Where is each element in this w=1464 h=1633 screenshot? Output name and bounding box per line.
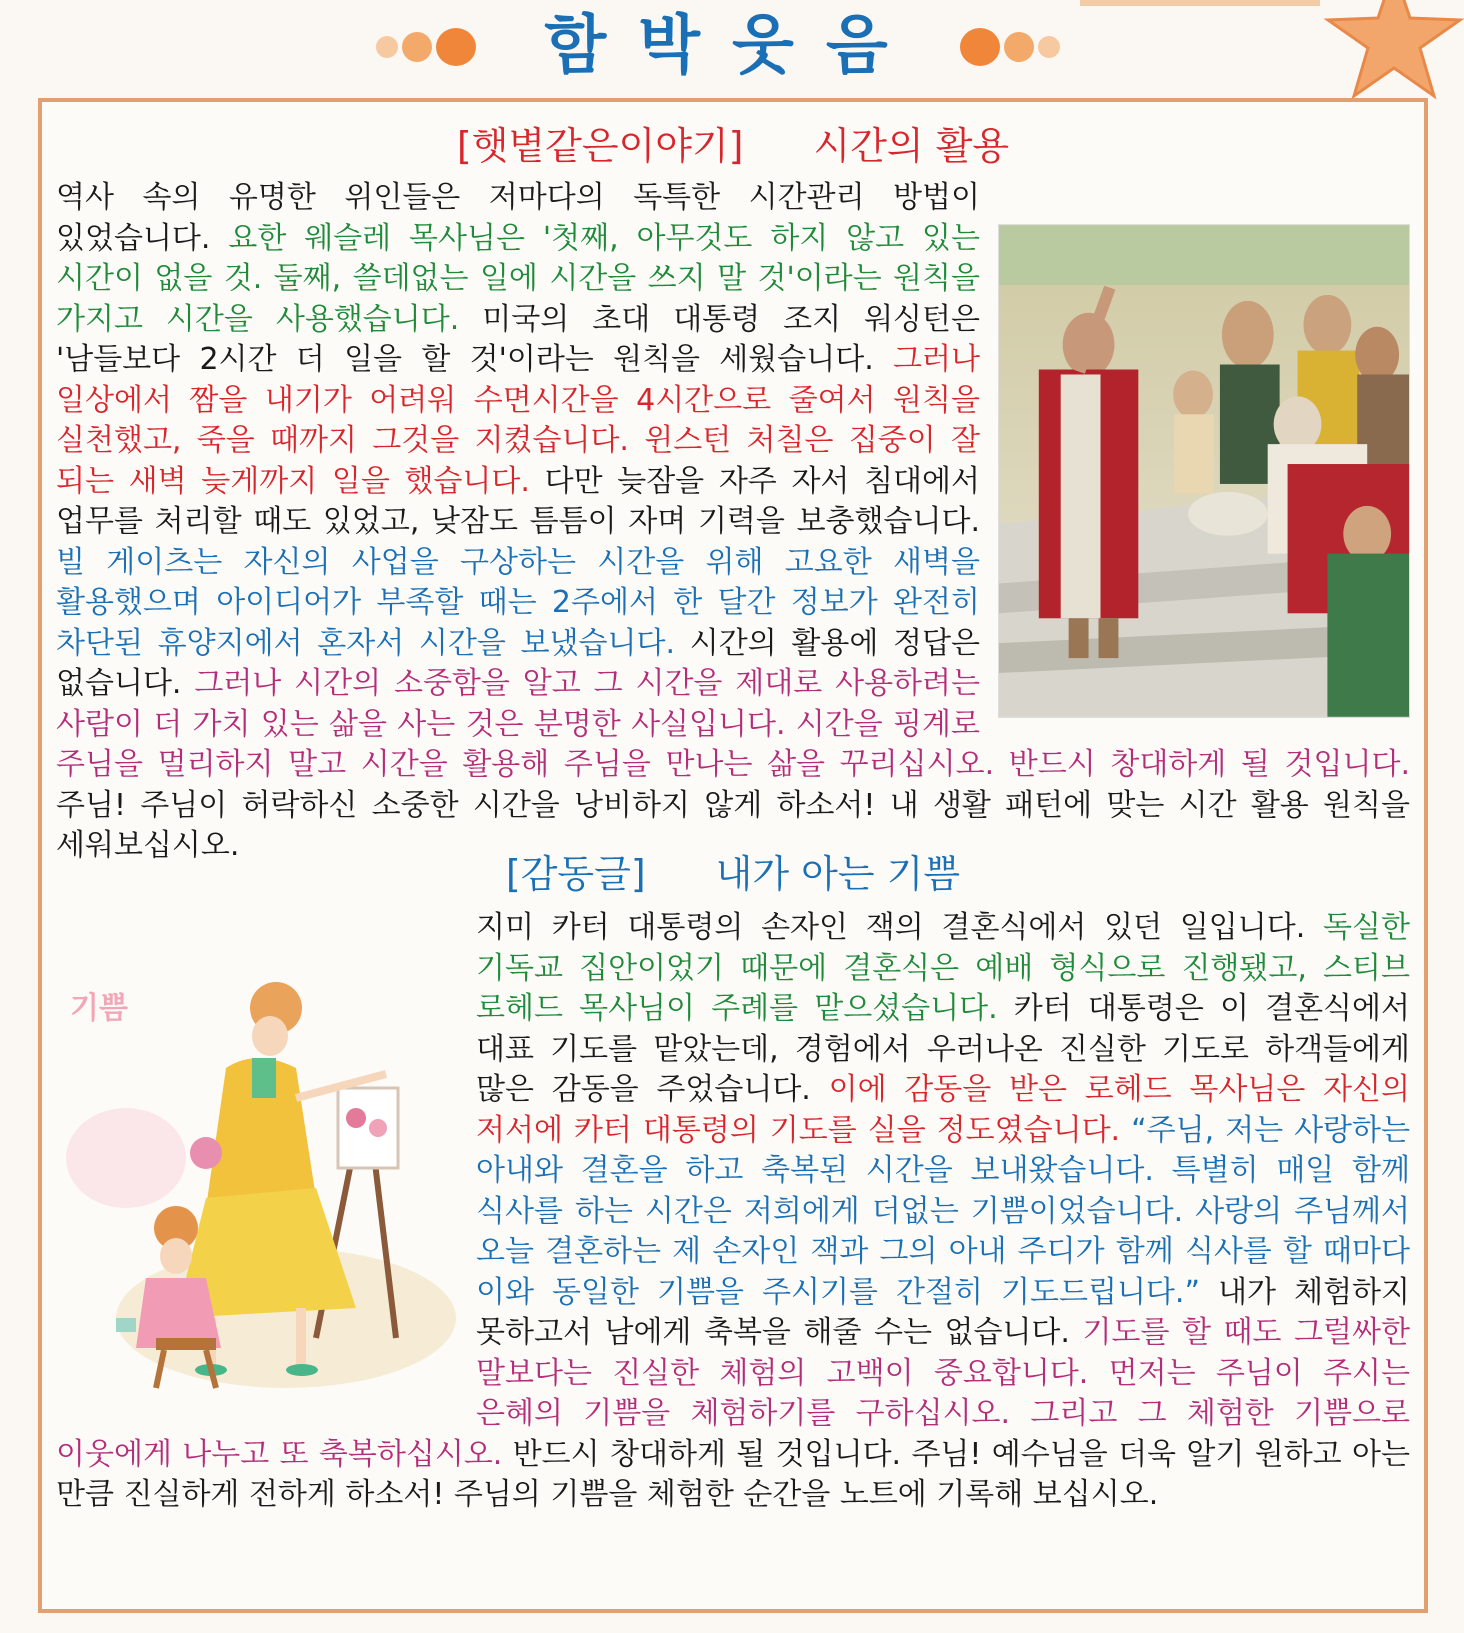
- text-run: 반드시 창대하게 될 것입니다. 주님! 예수님을 더욱 알기 원하고 아는 만큼 진실하게 전하게 하소서! 주님의 기쁨을 체험한 순간을 노트에 기록해 보십시오.: [56, 1436, 1410, 1512]
- painting-icon: [998, 224, 1410, 718]
- right-dots-decoration: [960, 26, 1088, 66]
- section1-label: [햇볕같은이야기]: [456, 124, 744, 168]
- section2-body: [56, 908, 1410, 1516]
- text-run: 내가 체험하지 못하고서 남에게 축복을 해줄 수는 없습니다.: [476, 1274, 1411, 1350]
- text-run: 다만 늦잠을 자주 자서 침대에서 업무를 처리할 때도 있었고, 낮잠도 틈틈이 자며 기력을 보충했습니다.: [56, 463, 980, 539]
- section1-body: [56, 178, 1410, 867]
- text-run: “주님, 저는 사랑하는 아내와 결혼을 하고 축복된 시간을 보내왔습니다. 특별히 매일 함께 식사를 하는 시간은 저희에게 더없는 기쁨이었습니다. 사랑의 주님께서 오늘 결혼하는 제 손자인 잭과 그의 아내 주디가 함께 식사를 할 때마다 이와 동일한 기쁨을 주시기를 간절히 기도드립니다.”: [476, 1112, 1410, 1310]
- text-run: 기도를 할 때도 그럴싸한 말보다는 진실한 체험의 고백이 중요합니다. 먼저는 주님이 주시는 은혜의 기쁨을 체험하기를 구하십시오. 그리고 그 체험한 기쁨으로 이웃에게 나누고 또 축복하십시오.: [56, 1315, 1410, 1472]
- text-run: 카터 대통령은 이 결혼식에서 대표 기도를 맡았는데, 경험에서 우러나온 진실한 기도로 하객들에게 많은 감동을 주었습니다.: [476, 991, 1410, 1107]
- text-run: 미국의 초대 대통령 조지 워싱턴은 '남들보다 2시간 더 일을 할 것'이라는 원칙을 세웠습니다.: [56, 301, 981, 377]
- page-header: [0, 0, 1464, 98]
- page-title: 함박웃음: [544, 9, 920, 83]
- section2-label: [감동글]: [505, 852, 646, 896]
- section2-title: 내가 아는 기쁨: [715, 852, 961, 896]
- section2-heading: [42, 850, 1424, 898]
- text-run: 지미 카터 대통령의 손자인 잭의 결혼식에서 있던 일입니다.: [476, 910, 1324, 945]
- illustration-icon: [56, 978, 460, 1396]
- section1-title: 시간의 활용: [813, 124, 1010, 168]
- text-run: 그러나 일상에서 짬을 내기가 어려워 수면시간을 4시간으로 줄여서 원칙을 실천했고, 죽을 때까지 그것을 지켰습니다. 윈스턴 처칠은 집중이 잘 되는 새벽 늦게까지 일을 했습니다.: [56, 342, 980, 499]
- top-stripe-decoration: [1080, 0, 1320, 6]
- text-run: 주님! 주님이 허락하신 소중한 시간을 낭비하지 않게 하소서! 내 생활 패턴에 맞는 시간 활용 원칙을 세워보십시오.: [56, 787, 1410, 863]
- star-icon: [1324, 0, 1464, 100]
- text-run: 이에 감동을 받은 로헤드 목사님은 자신의 저서에 카터 대통령의 기도를 실을 정도였습니다.: [476, 1072, 1410, 1148]
- text-run: 독실한 기독교 집안이었기 때문에 결혼식은 예배 형식으로 진행됐고, 스티브 로헤드 목사님이 주례를 맡으셨습니다.: [476, 910, 1410, 1026]
- text-run: 역사 속의 유명한 위인들은 저마다의 독특한 시간관리 방법이 있었습니다.: [56, 180, 980, 256]
- section2-figure: [56, 978, 460, 1396]
- content-frame: [38, 98, 1428, 1613]
- section2-image-label: 기쁨: [70, 991, 128, 1026]
- section1-heading: [42, 122, 1424, 170]
- text-run: 시간의 활용에 정답은 없습니다.: [56, 625, 980, 701]
- text-run: 그러나 시간의 소중함을 알고 그 시간을 제대로 사용하려는 사람이 더 가치 있는 삶을 사는 것은 분명한 사실입니다. 시간을 핑계로 주님을 멀리하지 말고 시간을 활용해 주님을 만나는 삶을 꾸리십시오. 반드시 창대하게 될 것입니다.: [56, 666, 1410, 782]
- section1-figure: [998, 224, 1410, 718]
- text-run: 요한 웨슬레 목사님은 '첫째, 아무것도 하지 않고 있는 시간이 없을 것. 둘째, 쓸데없는 일에 시간을 쓰지 말 것'이라는 원칙을 가지고 시간을 사용했습니다.: [56, 220, 980, 337]
- text-run: 빌 게이츠는 자신의 사업을 구상하는 시간을 위해 고요한 새벽을 활용했으며 아이디어가 부족할 때는 2주에서 한 달간 정보가 완전히 차단된 휴양지에서 혼자서 시간을 보냈습니다.: [56, 544, 980, 661]
